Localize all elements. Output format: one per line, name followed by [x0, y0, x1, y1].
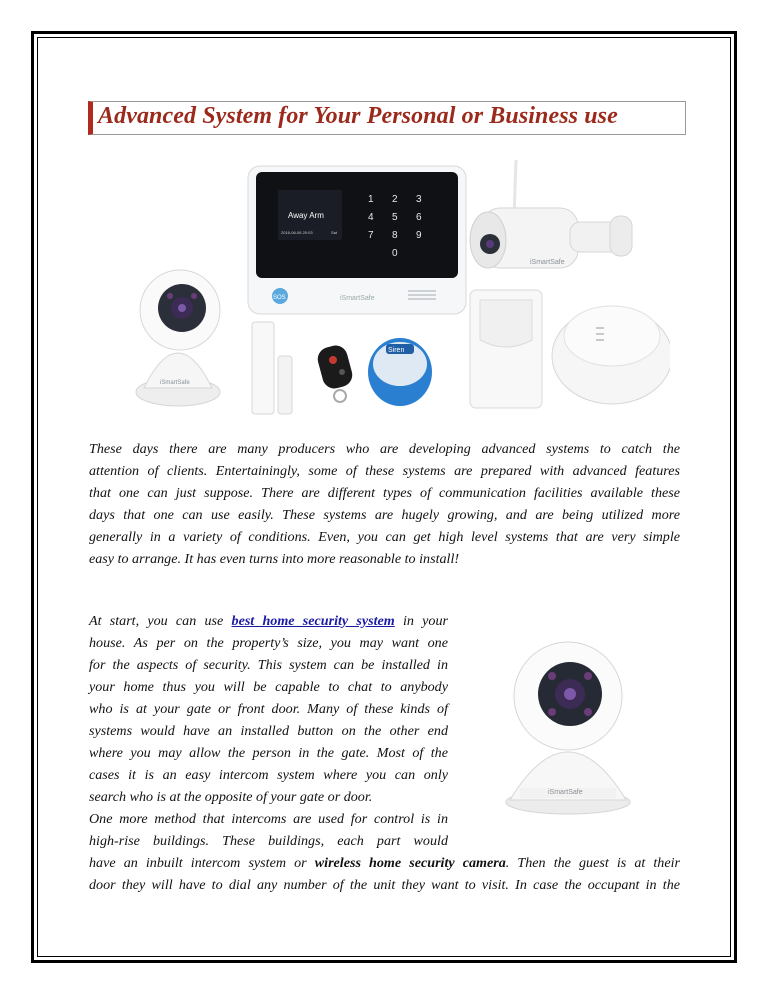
paragraph-line: that one can just suppose. There are different types of communication facilities available these: [89, 485, 680, 501]
camera-brand: iSmartSafe: [530, 259, 565, 266]
paragraph-line: generally in a variety of conditions. Even, you can get high level systems that are very simple: [89, 529, 680, 545]
paragraph-line: high-rise buildings. These buildings, each part would: [89, 833, 448, 849]
key: 6: [416, 212, 422, 223]
paragraph-line: who is at your gate or front door. Many of these kinds of: [89, 701, 448, 717]
siren-label: Siren: [388, 347, 405, 354]
page-title: Advanced System for Your Personal or Business use: [98, 103, 618, 129]
paragraph-line: These days there are many producers who are developing advanced systems to catch the: [89, 441, 680, 457]
line-text: At start, you can use: [89, 613, 232, 629]
camera-brand: iSmartSafe: [548, 789, 583, 796]
paragraph-line: days that one can use easily. These systems are hugely growing, and are being utilized more: [89, 507, 680, 523]
alarm-panel-date: 2016-06-06 20:03: [281, 230, 313, 235]
wireless-camera-phrase: wireless home security camera: [314, 855, 506, 871]
paragraph-line: where you may allow the person in the gate. Most of the: [89, 745, 448, 761]
paragraph-line: your home thus you will be capable to chat to anybody: [89, 679, 448, 695]
indoor-camera-brand: iSmartSafe: [160, 380, 190, 386]
indoor-camera: [136, 270, 220, 406]
paragraph-line: systems would have an installed button on the other end: [89, 723, 448, 739]
smoke-detector: [552, 306, 670, 404]
paragraph-line: One more method that intercoms are used for control is in: [89, 811, 448, 827]
security-products-image: [130, 160, 670, 428]
alarm-panel-status: Away Arm: [288, 211, 324, 220]
key: 8: [392, 230, 398, 241]
key: 2: [392, 194, 398, 205]
remote-key-fob: [315, 343, 355, 402]
paragraph-line: attention of clients. Entertainingly, some of these systems are prepared with advanced features: [89, 463, 680, 479]
key: 3: [416, 194, 422, 205]
paragraph-line: easy to arrange. It has even turns into more reasonable to install!: [89, 551, 460, 567]
paragraph-line: house. As per on the property’s size, you may want one: [89, 635, 448, 651]
siren: [368, 338, 432, 406]
paragraph-1: [89, 438, 680, 570]
paragraph-line: cases it is an easy intercom system where you can only: [89, 767, 448, 783]
paragraph-line: [89, 852, 680, 874]
key: 4: [368, 212, 374, 223]
line-text: have an inbuilt intercom system or: [89, 855, 315, 871]
alarm-panel-day: Sat: [331, 230, 338, 235]
line-text: in your: [394, 613, 449, 629]
paragraph-2: [89, 610, 448, 808]
paragraph-line: search who is at the opposite of your gate or door.: [89, 789, 373, 805]
key: 7: [368, 230, 374, 241]
key: 5: [392, 212, 398, 223]
paragraph-line: [89, 610, 448, 632]
panel-brand: iSmartSafe: [340, 295, 375, 302]
sos-label: SOS: [273, 295, 286, 301]
key: 1: [368, 194, 374, 205]
key: 0: [392, 248, 398, 259]
best-home-security-system-link[interactable]: best home security system: [231, 613, 395, 629]
key: 9: [416, 230, 422, 241]
bullet-camera: [470, 160, 632, 268]
line-text: . Then the guest is at their: [505, 855, 681, 871]
paragraph-3: [89, 808, 680, 896]
pir-motion-sensor: [470, 290, 542, 408]
indoor-camera-image: [490, 638, 650, 818]
door-sensor: [252, 322, 292, 414]
paragraph-line: door they will have to dial any number of the unit they want to visit. In case the occupant in the: [89, 877, 680, 893]
paragraph-line: for the aspects of security. This system can be installed in: [89, 657, 448, 673]
